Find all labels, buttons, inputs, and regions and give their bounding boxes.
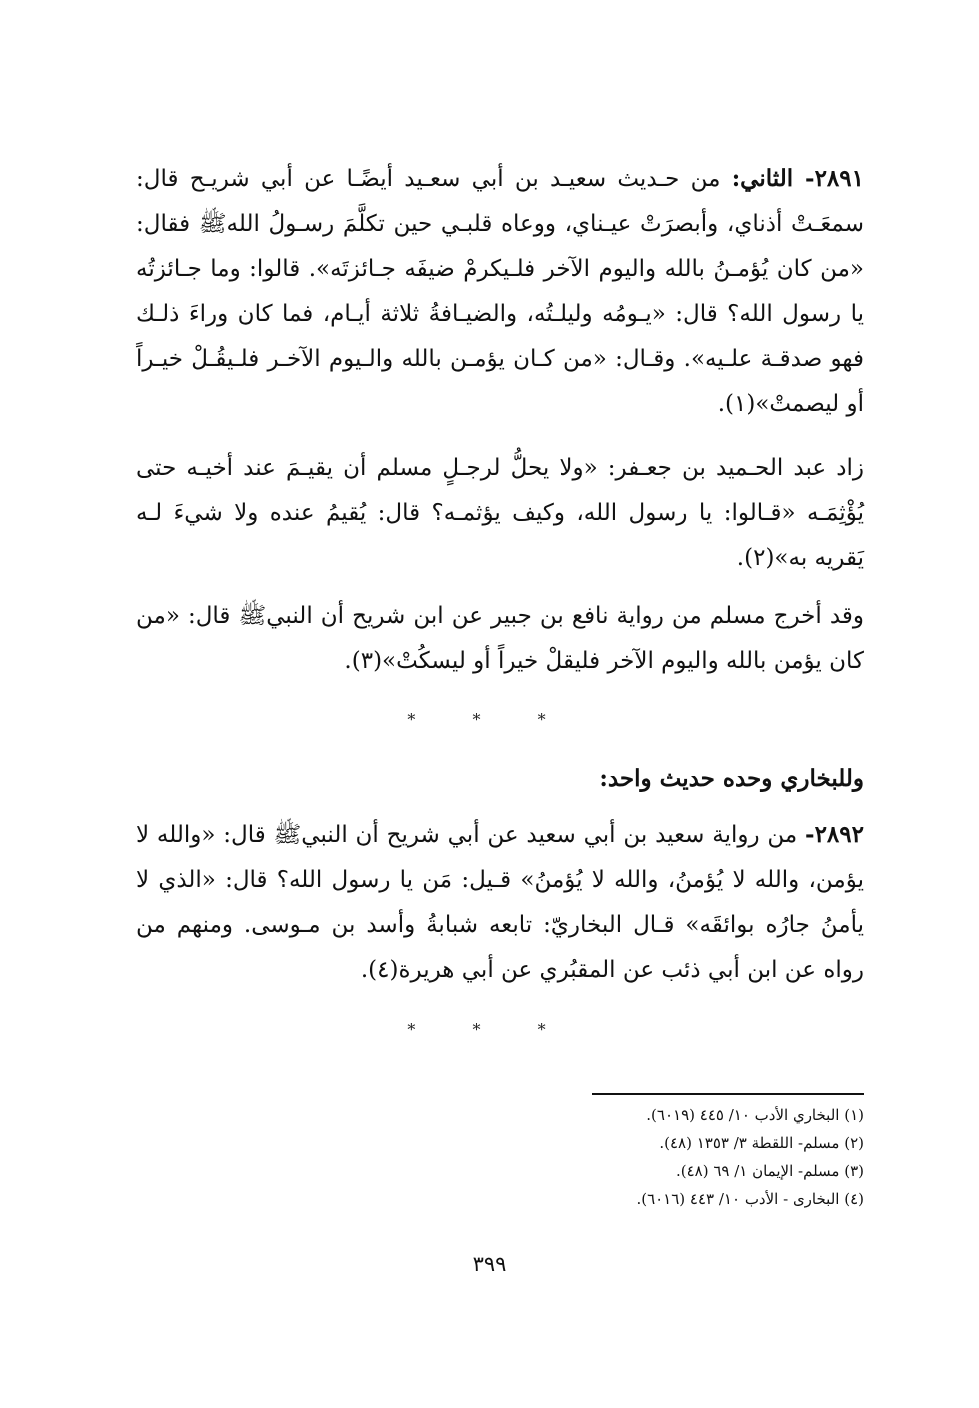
section-separator: * * * xyxy=(407,710,572,729)
hadith-2891-paragraph xyxy=(136,156,864,427)
footnote: (١) البخاري الأدب ١٠/ ٤٤٥ (٦٠١٩). xyxy=(646,1106,864,1124)
hadith-2892-paragraph xyxy=(136,812,864,993)
page-number: ٣٩٩ xyxy=(472,1252,507,1276)
section-heading: وللبخاري وحده حديث واحد: xyxy=(599,765,864,792)
hadith-number-label: ٢٨٩١- الثاني: xyxy=(731,165,864,192)
footnote: (٣) مسلم- الإيمان ١/ ٦٩ (٤٨). xyxy=(675,1162,864,1180)
footnote-divider xyxy=(592,1093,864,1095)
hadith-text: من رواية سعيد بن أبي سعيد عن أبي شريح أن النبيﷺ قال: «والله لا يؤمن، والله لا يُؤمنُ، والله لا يُؤمنُ» قـيل: مَن يا رسول الله؟ قال: «الذي لا يأمنُ جارُه بوائقَه» قـال البخاريّ: تابعه شبابةُ وأسد بن مـوسى. ومنهم من رواه عن ابن أبي ذئب عن المقبُري عن أبي هريرة(٤). xyxy=(136,822,864,983)
footnote: (٢) مسلم- اللقطة ٣/ ١٣٥٣ (٤٨). xyxy=(659,1134,864,1152)
footnote: (٤) البخارى - الأدب ١٠/ ٤٤٣ (٦٠١٦). xyxy=(636,1190,864,1208)
muslim-narration-paragraph: وقد أخرج مسلم من رواية نافع بن جبير عن ابن شريح أن النبيﷺ قال: «من كان يؤمن بالله واليوم الآخر فليقلْ خيراً أو ليسكُتْ»(٣). xyxy=(136,603,864,674)
zad-abd-al-hamid-paragraph: زاد عبد الحـميد بن جعـفر: «ولا يحلُّ لرجـلٍ مسلم أن يقيـمَ عند أخيـه حتى يُؤْثِمَـه «قـالوا: يا رسول الله، وكيف يؤثمـه؟ قال: يُقيمُ عنده ولا شيءَ لـه يَقريه به»(٢). xyxy=(136,455,864,571)
section-separator: * * * xyxy=(407,1020,572,1039)
hadith-text: من حـديث سعيـد بن أبي سعـيد أيضًـا عن أبي شريـح قال: سمعَـتْ أذناي، وأبصرَتْ عيـناي، ووعاه قلبـي حين تكلَّمَ رسـولُ اللهﷺ فقال: «من كان يُؤمـنُ بالله واليوم الآخر فلـيكرمْ ضيفَه جـائزتَه». قالوا: وما جـائزتُه يا رسول الله؟ قال: «يـومُه وليلـتُه، والضيـافةُ ثلاثة أيـام، فما كان وراءَ ذلـك فهو صدقـة علـيه». وقـال: «من كـان يؤمـن بالله والـيوم الآخـر فلـيقُـلْ خيـراً أو ليصمتْ»(١). xyxy=(136,166,864,417)
hadith-number-label: ٢٨٩٢- xyxy=(805,821,864,848)
footnotes-list xyxy=(264,1101,864,1213)
